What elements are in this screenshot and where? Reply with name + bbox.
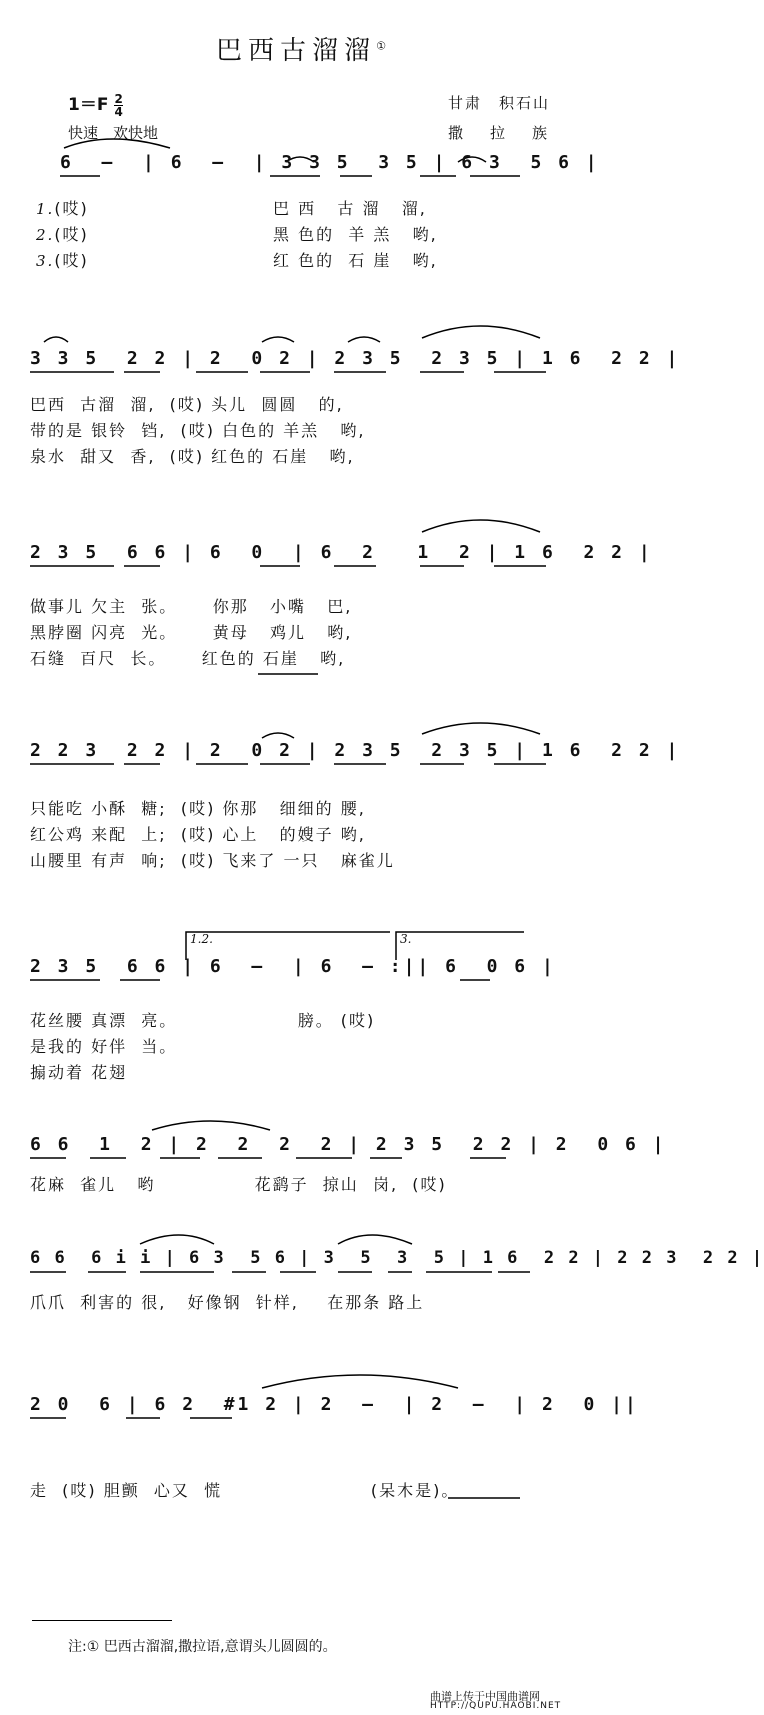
watermark-url: HTTP://QUPU.HAOBI.NET	[430, 1701, 562, 1711]
song-origin: 甘肃 积石山	[448, 94, 551, 112]
key-signature: 1＝F $\frac{2}{4}$	[68, 91, 123, 119]
lyric-line-2-3: 泉水 甜又 香, (哎) 红色的 石崖 哟,	[30, 447, 355, 466]
score-line-2: 3 3 5 2 2 | 2 0 2 | 2 3 5 2 3 5 | 1 6 2 2 |	[30, 348, 681, 369]
footnote-rule	[32, 1620, 172, 1621]
score-line-4: 2 2 3 2 2 | 2 0 2 | 2 3 5 2 3 5 | 1 6 2 2 |	[30, 740, 681, 761]
lyric-line-5-3: 搧动着 花翅	[30, 1063, 128, 1082]
tempo-marking: 快速 欢快地	[68, 124, 159, 142]
lyric-line-1-3: 3.(哎) 红 色的 石 崖 哟,	[36, 251, 438, 270]
volta-1-2: 1.2.	[190, 932, 213, 946]
song-title: 巴西古溜溜①	[216, 36, 386, 66]
score-line-6: 6 6 1 2 | 2 2 2 2 | 2 3 5 2 2 | 2 0 6 |	[30, 1134, 667, 1155]
volta-3: 3.	[400, 932, 412, 946]
score-line-5: 2 3 5 6 6 | 6 – | 6 – :|| 6 0 6 |	[30, 956, 556, 977]
time-signature: $\frac{2}{4}$	[114, 91, 123, 119]
lyric-line-4-1: 只能吃 小酥 糖; (哎) 你那 细细的 腰,	[30, 799, 366, 818]
lyric-line-2-1: 巴西 古溜 溜, (哎) 头儿 圆圆 的,	[30, 395, 344, 414]
lyric-line-5-2: 是我的 好伴 当。	[30, 1037, 178, 1056]
score-line-1: 6 – | 6 – | 3 3 5 3 5 | 6 3 5 6 |	[60, 152, 600, 173]
watermark: 曲谱上传于中国曲谱网	[430, 1690, 540, 1703]
footnote: 注:① 巴西古溜溜,撒拉语,意谓头儿圆圆的。	[68, 1639, 337, 1655]
lyric-line-1-1: 1.(哎) 巴 西 古 溜 溜,	[36, 199, 427, 218]
lyric-line-6-1: 花麻 雀儿 哟 花鹞子 掠山 岗, (哎)	[30, 1175, 447, 1194]
footnote-mark: ①	[376, 39, 386, 53]
lyric-line-3-1: 做事儿 欠主 张。 你那 小嘴 巴,	[30, 597, 353, 616]
lyric-line-1-2: 2.(哎) 黑 色的 羊 羔 哟,	[36, 225, 438, 244]
lyric-line-4-2: 红公鸡 来配 上; (哎) 心上 的嫂子 哟,	[30, 825, 366, 844]
lyric-line-5-1: 花丝腰 真漂 亮。 膀。 (哎)	[30, 1011, 376, 1030]
lyric-line-2-2: 带的是 银铃 铛, (哎) 白色的 羊羔 哟,	[30, 421, 366, 440]
score-line-7: 6 6 6 i i | 6 3 5 6 | 3 5 3 5 | 1 6 2 2 | 2 2 3 2 2 |	[30, 1248, 764, 1268]
ethnic-group: 撒 拉 族	[448, 124, 554, 142]
score-line-8: 2 0 6 | 6 2 #1 2 | 2 – | 2 – | 2 0 ||	[30, 1394, 639, 1415]
score-line-3: 2 3 5 6 6 | 6 0 | 6 2 1 2 | 1 6 2 2 |	[30, 542, 653, 563]
lyric-line-8-1: 走 (哎) 胆颤 心又 慌 (呆木是)。	[30, 1481, 460, 1500]
lyric-line-7-1: 爪爪 利害的 很, 好像钢 针样, 在那条 路上	[30, 1293, 425, 1312]
lyric-line-4-3: 山腰里 有声 响; (哎) 飞来了 一只 麻雀儿	[30, 851, 395, 870]
lyric-line-3-2: 黑脖圈 闪亮 光。 黄母 鸡儿 哟,	[30, 623, 353, 642]
lyric-line-3-3: 石缝 百尺 长。 红色的 石崖 哟,	[30, 649, 346, 668]
